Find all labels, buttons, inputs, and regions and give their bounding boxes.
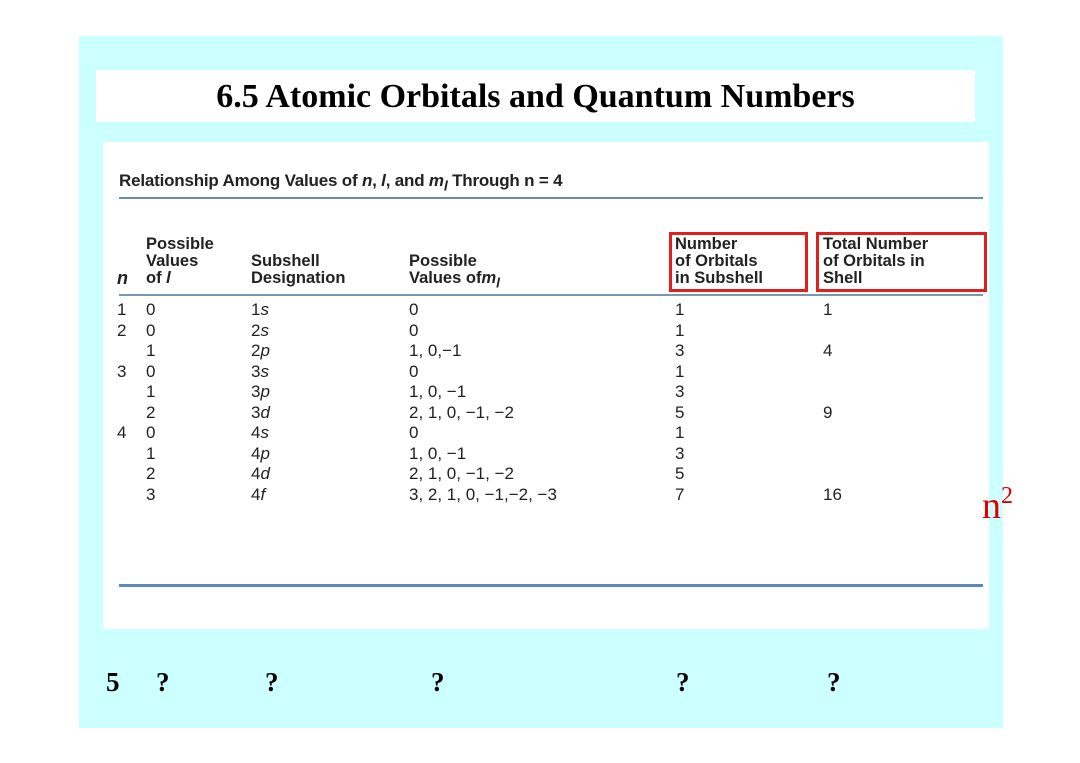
header-l: Possible Values of l [146,235,214,287]
slide-title: 6.5 Atomic Orbitals and Quantum Numbers [216,78,855,115]
n-squared-annotation: $n^2$ [982,483,1013,527]
cell-subshell: 3p [251,382,270,401]
cell-ml: 2, 1, 0, −1, −2 [409,402,514,422]
header-ml: Possible Values ofm$_l$ [409,252,500,291]
cell-l: 0 [146,423,156,442]
cell-l: 1 [146,382,156,401]
cell-orbitals-subshell: 3 [675,443,685,463]
cell-orbitals-shell: 9 [823,402,833,422]
cell-ml: 1, 0, −1 [409,443,467,463]
cell-ml: 3, 2, 1, 0, −1,−2, −3 [409,484,557,504]
cell-orbitals-subshell: 7 [675,484,685,504]
question-subshell: ? [265,667,279,697]
cell-orbitals-subshell: 3 [675,382,685,401]
subshell-orbitals-highlight [669,232,808,292]
question-orbitals-shell: ? [827,667,841,697]
header-rule [119,294,983,296]
cell-orbitals-subshell: 1 [675,423,685,442]
cell-subshell: 4p [251,443,270,463]
cell-orbitals-shell: 4 [823,341,833,360]
cell-l: 2 [146,402,156,422]
cell-subshell: 4s [251,423,269,442]
cell-orbitals-subshell: 5 [675,464,685,483]
question-n-value: 5 [106,667,120,697]
cell-ml: 2, 1, 0, −1, −2 [409,464,514,483]
cell-l: 1 [146,341,156,360]
cell-l: 3 [146,484,156,504]
cell-n: 1 [117,300,127,319]
cell-orbitals-subshell: 5 [675,402,685,422]
cell-l: 0 [146,300,156,319]
cell-subshell: 2s [251,320,269,340]
cell-l: 2 [146,464,156,483]
cell-n: 3 [117,361,127,381]
cell-subshell: 2p [251,341,270,360]
cell-subshell: 3s [251,361,269,381]
question-ml: ? [431,667,445,697]
cell-subshell: 3d [251,402,270,422]
cell-ml: 0 [409,300,419,319]
slide-background [79,36,1013,728]
cell-n: 2 [117,320,127,340]
cell-subshell: 4d [251,464,270,483]
cell-orbitals-subshell: 1 [675,320,685,340]
header-orbitals-shell: Total Number of Orbitals in Shell [823,235,929,287]
quantum-number-table [103,142,989,629]
question-orbitals-subshell: ? [676,667,690,697]
shell-orbitals-highlight [816,232,987,292]
cell-orbitals-subshell: 1 [675,300,685,319]
cell-orbitals-shell: 1 [823,300,833,319]
cell-l: 0 [146,361,156,381]
header-n: n [117,268,128,288]
cell-n: 4 [117,423,127,442]
table-top-rule [119,197,983,199]
cell-ml: 0 [409,320,419,340]
header-subshell: Subshell Designation [251,252,346,287]
cell-subshell: 1s [251,300,269,319]
table-bottom-rule [119,584,983,587]
header-orbitals-subshell: Number of Orbitals in Subshell [675,235,764,287]
cell-ml: 1, 0, −1 [409,382,467,401]
cell-orbitals-subshell: 3 [675,341,685,360]
title-box [96,70,975,122]
cell-l: 1 [146,443,156,463]
cell-ml: 0 [409,361,419,381]
cell-l: 0 [146,320,156,340]
cell-orbitals-shell: 16 [823,484,842,504]
cell-subshell: 4f [251,484,266,504]
cell-ml: 0 [409,423,419,442]
cell-ml: 1, 0,−1 [409,341,462,360]
cell-orbitals-subshell: 1 [675,361,685,381]
table-caption: Relationship Among Values of n, l, and $m_l$ Through n = 4 [119,171,563,195]
question-l: ? [156,667,170,697]
